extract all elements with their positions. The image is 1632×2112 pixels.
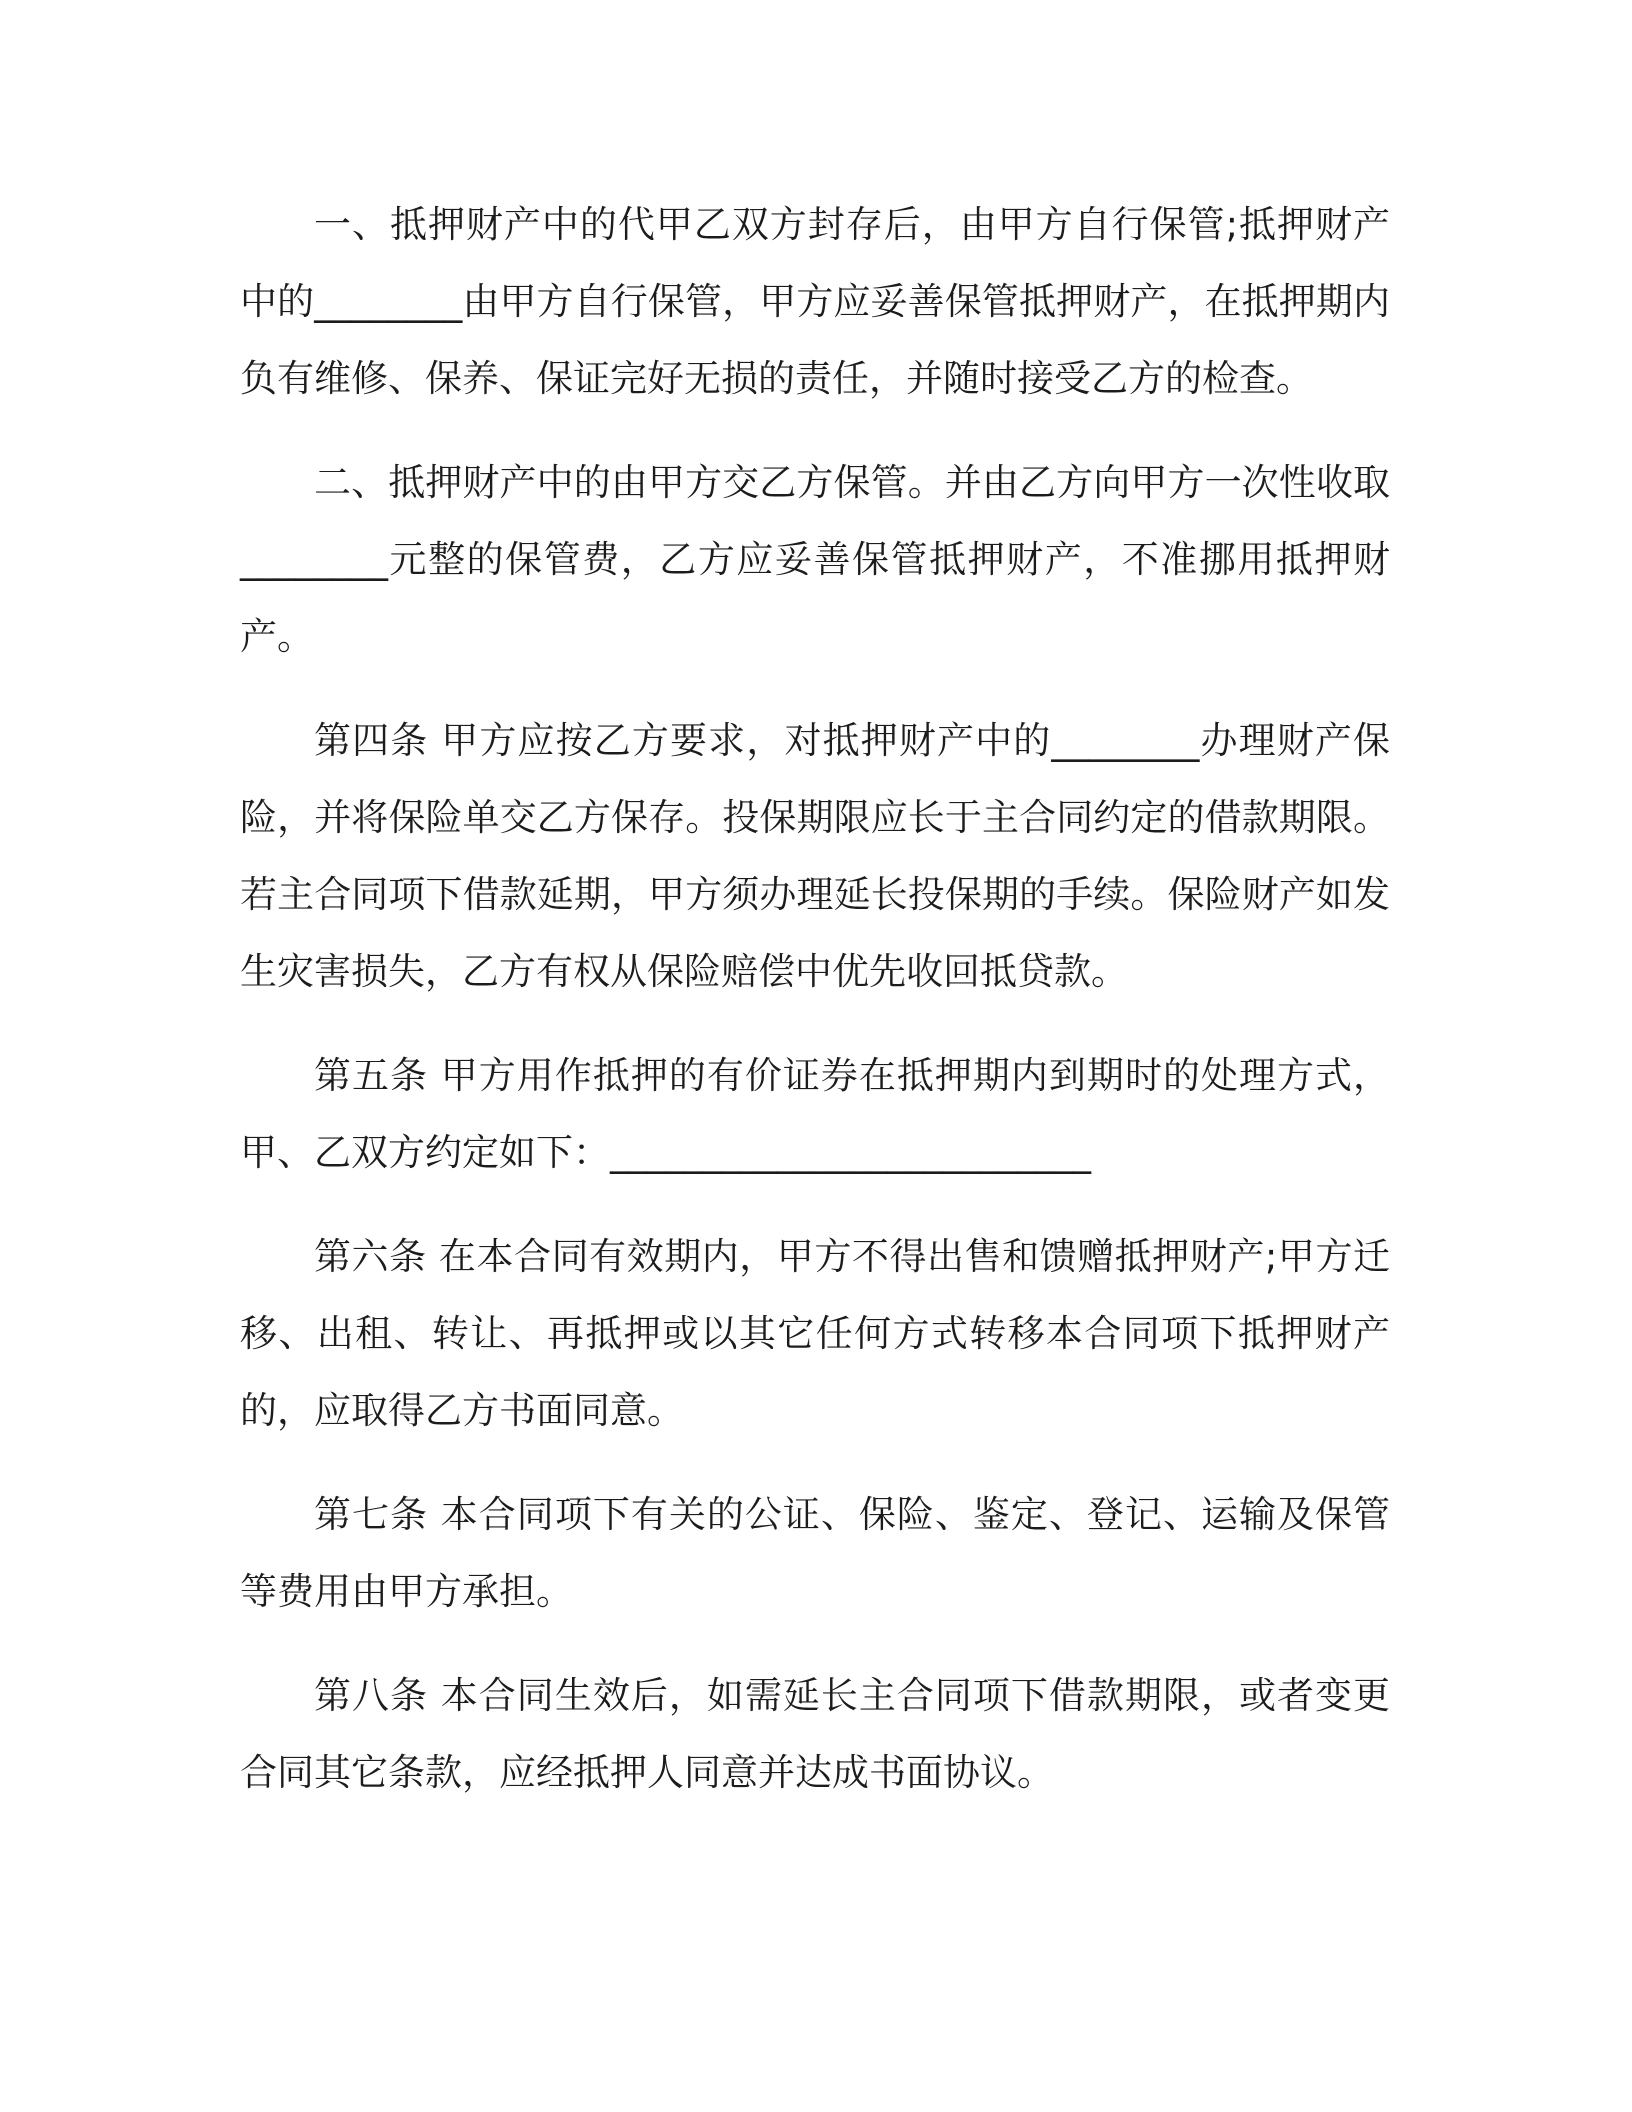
article-4-insurance: 第四条 甲方应按乙方要求，对抵押财产中的________办理财产保险，并将保险单交乙方保存。投保期限应长于主合同约定的借款期限。若主合同项下借款延期，甲方须办理延长投保期的手续。保险财产如发生灾害损失，乙方有权从保险赔偿中优先收回抵贷款。 bbox=[240, 719, 1390, 993]
clause-1-custody: 一、抵押财产中的代甲乙双方封存后，由甲方自行保管;抵押财产中的________由甲方自行保管，甲方应妥善保管抵押财产，在抵押期内负有维修、保养、保证完好无损的责任，并随时接受乙方的检查。 bbox=[240, 203, 1390, 400]
article-8-amendment: 第八条 本合同生效后，如需延长主合同项下借款期限，或者变更合同其它条款，应经抵押人同意并达成书面协议。 bbox=[240, 1674, 1390, 1794]
clause-2-custody-fee: 二、抵押财产中的由甲方交乙方保管。并由乙方向甲方一次性收取________元整的保管费，乙方应妥善保管抵押财产，不准挪用抵押财产。 bbox=[240, 461, 1390, 658]
article-7-fees: 第七条 本合同项下有关的公证、保险、鉴定、登记、运输及保管等费用由甲方承担。 bbox=[240, 1493, 1390, 1613]
article-6-transfer-restriction: 第六条 在本合同有效期内，甲方不得出售和馈赠抵押财产;甲方迁移、出租、转让、再抵押或以其它任何方式转移本合同项下抵押财产的，应取得乙方书面同意。 bbox=[240, 1235, 1390, 1432]
article-5-securities: 第五条 甲方用作抵押的有价证券在抵押期内到期时的处理方式，甲、乙双方约定如下：__________________________ bbox=[240, 1054, 1390, 1174]
document-page bbox=[240, 186, 1390, 1838]
